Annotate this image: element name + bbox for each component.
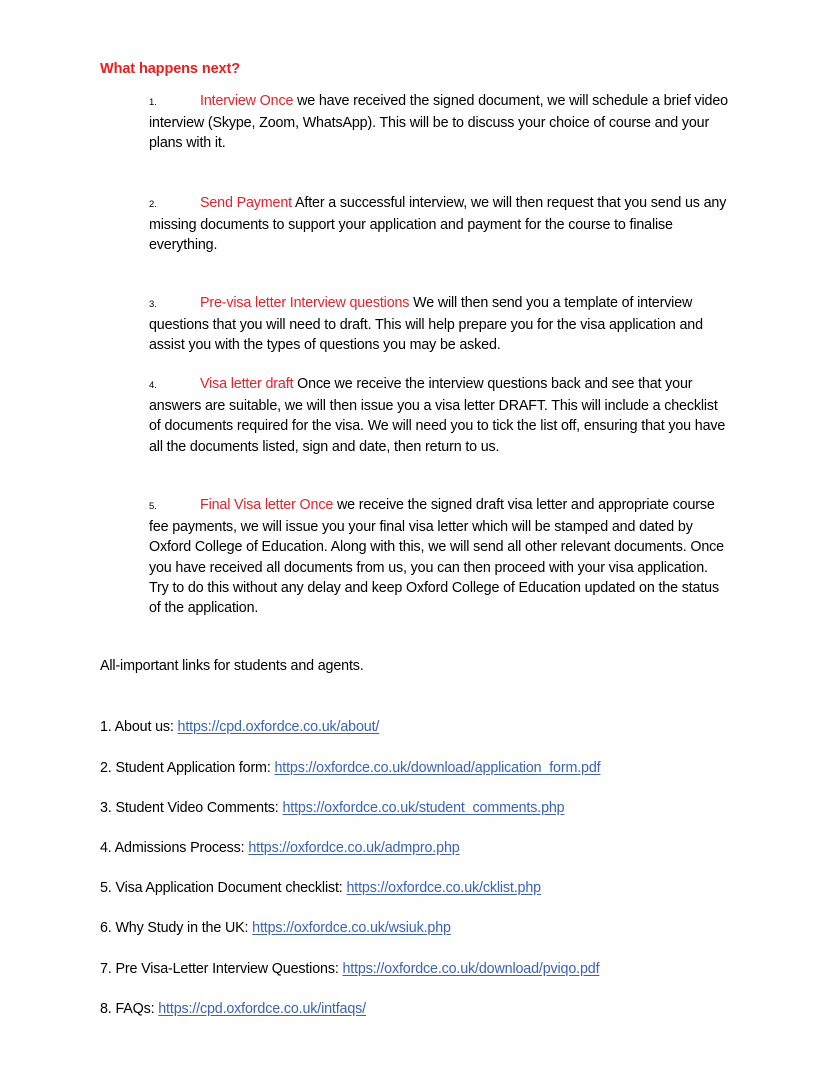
link-url[interactable]: https://oxfordce.co.uk/download/pviqo.pdf	[342, 961, 600, 977]
link-item-about-us	[100, 719, 379, 735]
step-item-visa-letter-draft	[149, 374, 729, 457]
step-body: We will then send you a template of interview questions that you will need to draft. This will help prepare you for the visa application and assist you with the types of questions you may be asked.	[149, 295, 703, 354]
link-item-faqs	[100, 1001, 366, 1017]
section-heading: What happens next?	[100, 61, 240, 77]
link-label: 6. Why Study in the UK:	[100, 920, 253, 936]
step-item-pre-visa-questions	[149, 293, 729, 356]
step-title: Final Visa letter Once	[200, 497, 334, 513]
link-label: 2. Student Application form:	[100, 760, 275, 776]
step-item-interview	[149, 91, 729, 154]
step-body: After a successful interview, we will then request that you send us any missing documents to support your application and payment for the course to finalise everything.	[149, 195, 727, 254]
step-number: 2.	[149, 199, 157, 210]
step-title: Interview Once	[200, 93, 294, 109]
step-number: 3.	[149, 299, 157, 310]
step-item-send-payment	[149, 193, 729, 256]
link-url[interactable]: https://oxfordce.co.uk/wsiuk.php	[252, 920, 451, 936]
link-item-application-form	[100, 760, 600, 776]
step-title: Visa letter draft	[200, 376, 294, 392]
links-intro: All-important links for students and agents.	[100, 658, 364, 674]
step-number: 5.	[149, 501, 157, 512]
link-label: 8. FAQs:	[100, 1001, 159, 1017]
link-label: 1. About us:	[100, 719, 178, 735]
link-label: 5. Visa Application Document checklist:	[100, 880, 347, 896]
link-item-video-comments	[100, 800, 564, 816]
link-url[interactable]: https://cpd.oxfordce.co.uk/intfaqs/	[158, 1001, 366, 1017]
link-url[interactable]: https://oxfordce.co.uk/admpro.php	[248, 840, 460, 856]
step-body: we receive the signed draft visa letter and appropriate course fee payments, we will issue you your final visa letter which will be stamped and dated by Oxford College of Education. Along with this, we will send all other relevant documents. Once you have received all documents from us, you can then proceed with your visa application. Try to do this without any delay and keep Oxford College of Education updated on the status of the application.	[149, 497, 724, 617]
step-title: Send Payment	[200, 195, 292, 211]
link-item-why-study-uk	[100, 920, 451, 936]
link-url[interactable]: https://oxfordce.co.uk/student_comments.php	[282, 800, 565, 816]
step-body: Once we receive the interview questions back and see that your answers are suitable, we will then issue you a visa letter DRAFT. This will include a checklist of documents required for the visa. We will need you to tick the list off, ensuring that you have all the documents listed, sign and date, then return to us.	[149, 376, 726, 455]
step-title: Pre-visa letter Interview questions	[200, 295, 410, 311]
step-item-final-visa-letter	[149, 495, 729, 618]
step-number: 1.	[149, 97, 157, 108]
link-url[interactable]: https://oxfordce.co.uk/download/application_form.pdf	[274, 760, 601, 776]
link-item-interview-questions	[100, 961, 599, 977]
link-item-document-checklist	[100, 880, 541, 896]
link-url[interactable]: https://cpd.oxfordce.co.uk/about/	[177, 719, 380, 735]
link-label: 3. Student Video Comments:	[100, 800, 283, 816]
link-label: 4. Admissions Process:	[100, 840, 249, 856]
link-label: 7. Pre Visa-Letter Interview Questions:	[100, 961, 343, 977]
step-body: we have received the signed document, we will schedule a brief video interview (Skype, Zoom, WhatsApp). This will be to discuss your choice of course and your plans with it.	[149, 93, 728, 152]
link-item-admissions-process	[100, 840, 460, 856]
step-number: 4.	[149, 380, 157, 391]
link-url[interactable]: https://oxfordce.co.uk/cklist.php	[346, 880, 541, 896]
